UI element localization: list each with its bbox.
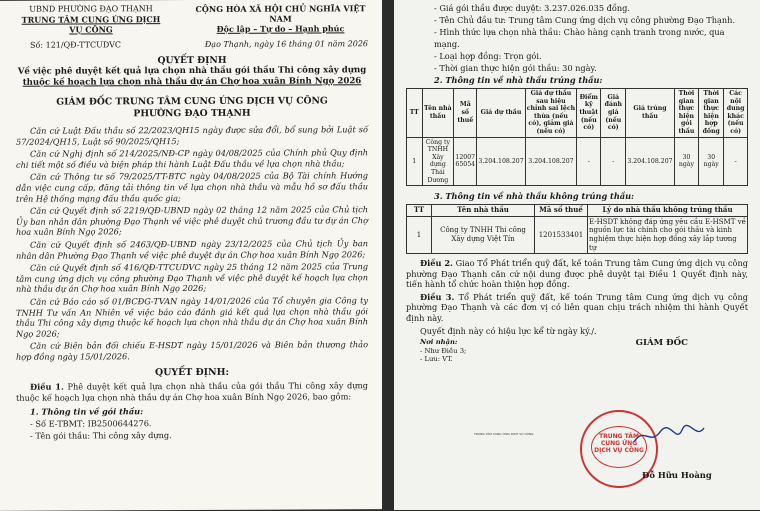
section-3-heading: 3. Thông tin về nhà thầu không trúng thầu: [434,191,635,202]
winning-bidder-table [406,88,748,186]
package-info-line: - Thời gian thực hiện gói thầu: 30 ngày. [434,63,597,73]
table-header-cell: Giá đánh giá (nếu có) [601,89,626,138]
table-header-cell: Mã số thuế [454,89,477,138]
table-cell: Công ty TNHH Thi công Xây dựng Việt Tín [432,216,535,253]
signer-name: Đỗ Hữu Hoàng [642,470,712,480]
signature-scribble [630,424,708,448]
table-cell: 1200765054 [454,137,477,186]
table-cell: 30 ngày [674,137,699,186]
table-cell: 30 ngày [699,137,724,186]
table-cell: Công ty TNHH Xây dựng Thái Dương [422,137,454,186]
table-header-cell: Giá dự thầu [477,89,525,138]
basis-item: Căn cứ Quyết định số 2463/QĐ-UBND ngày 23/12/2025 của Chủ tịch Ủy ban nhân dân Phường Đạo Thạnh về việc phê duyệt dự án Chợ hoa xuân Bính Ngọ 2026; [16,238,368,261]
stamp-text: TRUNG TÂM CUNG ỨNG DỊCH VỤ CÔNG [594,433,644,454]
basis-item: Căn cứ Quyết định số 416/QĐ-TTCUDVC ngày 25 tháng 12 năm 2025 của Trung tâm cung ứng dịch vụ công phường Đạo Thạnh về việc phê duyệt kế hoạch lựa chọn nhà thầu dự án Chợ hoa xuân Bính Ngọ 2026; [16,261,368,295]
document-type: QUYẾT ĐỊNH [157,54,227,67]
national-title: CỘNG HÒA XÃ HỘI CHỦ NGHĨA VIỆT NAM [195,3,366,24]
basis-item: Căn cứ Nghị định số 214/2025/NĐ-CP ngày 04/08/2025 của Chính phủ Quy định chi tiết một số điều và biện pháp thi hành Luật Đấu thầu về lựa chọn nhà thầu; [16,147,368,170]
recipients-title: Nơi nhận: [420,338,458,347]
table-cell: 3.204.108.207 [477,137,525,186]
table-cell: 1201533401 [535,216,588,253]
table-row [407,216,748,253]
document-header [16,3,368,35]
losing-bidder-table [406,204,748,254]
table-cell: 3.204.108.207 [525,137,577,186]
table-header-cell: Thời gian thực hiện gói thầu [674,89,699,138]
article-2-text: Giao Tổ Phát triển quỹ đất, kế toán Trung tâm Cung ứng dịch vụ công phường Đạo Thạnh căn cứ nội dung được phê duyệt tại Điều 1 Quyết định này, tiến hành tổ chức hoàn thiện hợp đồng. [406,258,748,290]
table-cell: 1 [407,137,423,186]
effective-clause: Quyết định này có hiệu lực kể từ ngày ký./. [420,325,597,336]
tbmt-number: - Số E-TBMT: IB2500644276. [30,417,152,429]
package-info-line: - Loại hợp đồng: Trọn gói. [434,51,542,61]
package-info-line: - Giá gói thầu được duyệt: 3.237.026.035 đồng. [434,3,630,13]
recipient-item: - Lưu: VT. [420,355,453,364]
table-header-cell: Giá dự thầu sau hiệu chỉnh sai lệch thừa (nếu có), giảm giá (nếu có) [525,89,577,138]
recipient-item: - Như Điều 3; [420,346,467,355]
table-header-cell: Mã số thuế [535,205,588,217]
document-date: Đạo Thạnh, ngày 16 tháng 01 năm 2026 [204,39,368,49]
section-1-heading: 1. Thông tin về gói thầu: [30,405,144,417]
basis-item: Căn cứ Biên bản đối chiếu E-HSDT ngày 15/01/2026 và Biên bản thương thảo hợp đồng ngày 15/01/2026. [16,339,368,362]
document-page-2 [394,0,760,510]
table-header-cell: Tên nhà thầu [432,205,535,217]
table-header-row [407,205,748,217]
digital-signature-seal: TRUNG TÂM CUNG ỨNG DỊCH VỤ CÔNG [474,432,534,436]
table-header-row [407,89,748,138]
article-2-label: Điều 2. [420,258,453,269]
article-1-label: Điều 1. [30,382,64,393]
section-2-heading: 2. Thông tin về nhà thầu trúng thầu: [434,75,603,85]
table-cell: - [577,137,601,186]
package-name: - Tên gói thầu: Thi công xây dựng. [30,429,172,441]
basis-item: Căn cứ Báo cáo số 01/BCĐG-TVAN ngày 14/01/2026 của Tổ chuyên gia Công ty TNHH Tư vấn An Nhiên về việc báo cáo đánh giá kết quả lựa chọn nhà thầu gói thầu Thi công xây dựng thuộc kế hoạch lựa chọn nhà thầu dự án Chợ hoa xuân Bính Ngọ 2026; [16,295,368,339]
table-cell: - [724,137,748,186]
table-header-cell: Thời gian thực hiện hợp đồng [699,89,724,138]
basis-item: Căn cứ Luật Đấu thầu số 22/2023/QH15 ngày được sửa đổi, bổ sung bởi Luật số 57/2024/QH15, Luật số 90/2025/QH15; [16,124,368,147]
table-header-cell: Các nội dung khác (nếu có) [724,89,748,138]
article-1-text: Phê duyệt kết quả lựa chọn nhà thầu của gói thầu Thi công xây dựng thuộc kế hoạch lựa chọn nhà thầu dự án Chợ hoa xuân Bính Ngọ 2026, bao gồm: [16,380,368,403]
table-header-cell: Giá trúng thầu [626,89,674,138]
package-info-line: - Hình thức lựa chọn nhà thầu: Chào hàng cạnh tranh trong nước, qua mạng. [434,27,725,49]
table-header-cell: Lý do nhà thầu không trúng thầu [588,205,748,217]
table-header-cell: TT [407,205,432,217]
subject-line-2: thuộc kế hoạch lựa chọn nhà thầu dự án Chợ hoa xuân Bính Ngọ 2026 [22,76,362,88]
table-row [407,137,748,186]
agency-parent: UBND PHƯỜNG ĐẠO THẠNH [29,4,153,14]
table-cell: 1 [407,216,432,253]
table-header-cell: Tên nhà thầu [422,89,454,138]
table-cell: 3.204.108.207 [626,137,674,186]
article-3-label: Điều 3. [420,291,455,302]
decision-heading: QUYẾT ĐỊNH: [155,367,229,379]
table-header-cell: Điểm kỹ thuật (nếu có) [577,89,601,138]
document-number: Số: 121/QĐ-TTCUDVC [30,40,122,50]
agency-name: TRUNG TÂM CUNG ỨNG DỊCH VỤ CÔNG [21,14,161,35]
digital-signature-note [474,432,544,436]
subject-line-1: Về việc phê duyệt kết quả lựa chọn nhà thầu gói thầu Thi công xây dựng [17,65,367,77]
signer-title: GIÁM ĐỐC [635,338,688,349]
table-cell: - [601,137,626,186]
authority-line-1: GIÁM ĐỐC TRUNG TÂM CUNG ỨNG DỊCH VỤ CÔNG [56,95,328,108]
article-3-text: Tổ Phát triển quỹ đất, kế toán Trung tâm Cung ứng dịch vụ công phường Đạo Thạnh và các đơn vị có liên quan chịu trách nhiệm thi hành Quyết định này. [406,291,749,324]
table-header-cell: TT [407,89,423,138]
basis-item: Căn cứ Thông tư số 79/2025/TT-BTC ngày 04/08/2025 của Bộ Tài chính Hướng dẫn việc cung cấp, đăng tải thông tin về lựa chọn nhà thầu và mẫu hồ sơ đấu thầu trên Hệ thống mạng đấu thầu quốc gia; [16,170,368,204]
basis-item: Căn cứ Quyết định số 2219/QĐ-UBND ngày 02 tháng 12 năm 2025 của Chủ tịch Ủy ban nhân dân phường Đạo Thạnh về việc phê duyệt chủ trương đầu tư dự án Chợ hoa xuân Bính Ngọ 2026; [16,204,368,238]
package-info-line: - Tên Chủ đầu tư: Trung tâm Cung ứng dịch vụ công phường Đạo Thạnh. [434,15,736,25]
authority-line-2: PHƯỜNG ĐẠO THẠNH [133,107,251,120]
national-motto: Độc lập – Tự do – Hạnh phúc [216,23,345,34]
table-cell: E-HSDT không đáp ứng yêu cầu E-HSMT về nguồn lực tài chính cho gói thầu và kinh nghiệm thực hiện hợp đồng xây lắp tương tự [588,216,748,253]
